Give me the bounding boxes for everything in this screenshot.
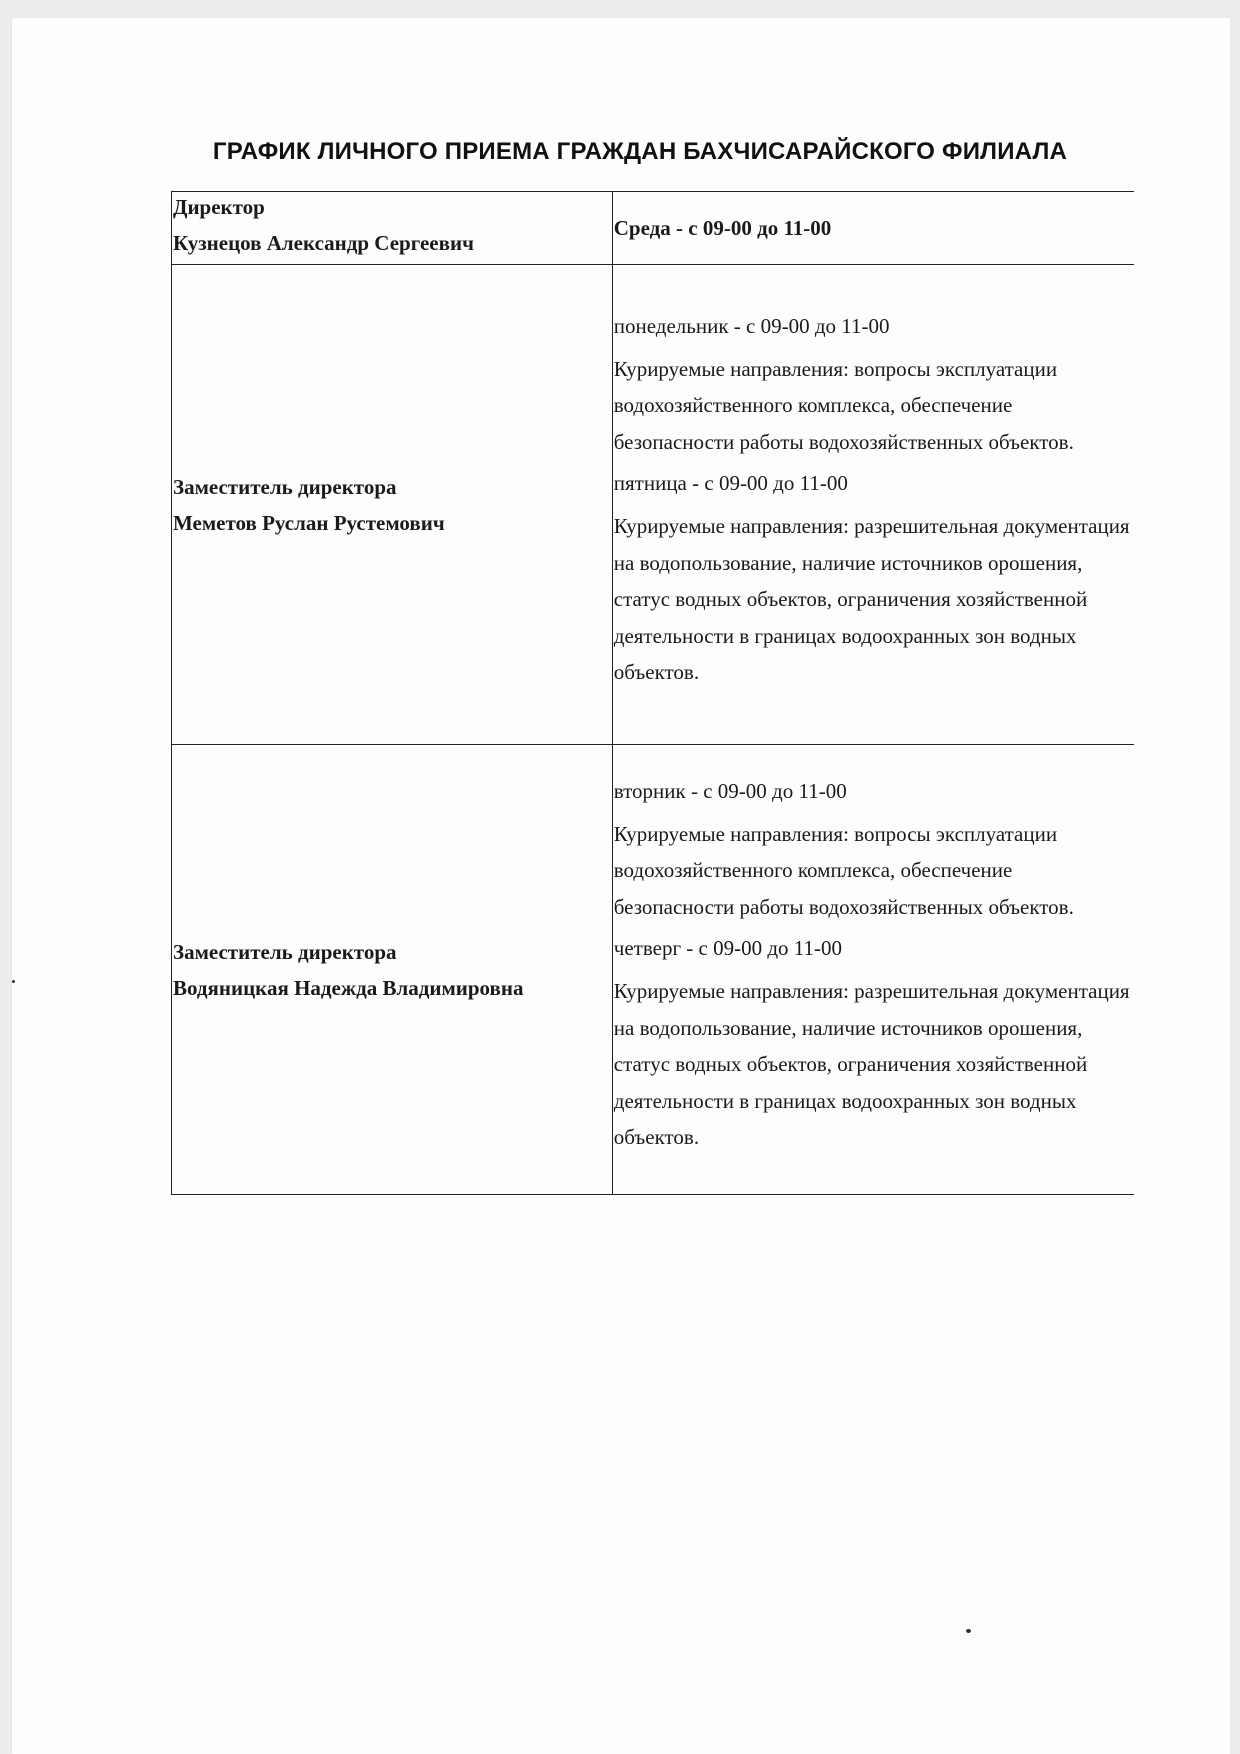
scan-speck-mark [12, 980, 15, 983]
official-cell [172, 192, 613, 265]
supervised-areas: Курируемые направления: разрешительная документация на водопользование, наличие источников орошения, статус водных объектов, ограничения хозяйственной деятельности в границах водоохранных зон водных объектов. [613, 514, 1130, 684]
schedule-cell [612, 265, 1134, 745]
table-row-director [172, 192, 1135, 265]
official-name: Меметов Руслан Рустемович [173, 510, 445, 535]
supervised-areas: Курируемые направления: разрешительная документация на водопользование, наличие источников орошения, статус водных объектов, ограничения хозяйственной деятельности в границах водоохранных зон водных объектов. [613, 979, 1130, 1149]
official-cell [172, 745, 613, 1195]
reception-day: четверг - с 09-00 до 11-00 [613, 936, 843, 960]
official-role: Директор [173, 195, 265, 219]
supervised-areas: Курируемые направления: вопросы эксплуатации водохозяйственного комплекса, обеспечение безопасности работы водохозяйственных объектов. [613, 821, 1074, 919]
reception-day: пятница - с 09-00 до 11-00 [613, 471, 848, 495]
reception-day: вторник - с 09-00 до 11-00 [613, 778, 847, 803]
table-row-deputy-2 [172, 745, 1135, 1195]
page-title: ГРАФИК ЛИЧНОГО ПРИЕМА ГРАЖДАН БАХЧИСАРАЙСКОГО ФИЛИАЛА [212, 138, 1068, 165]
official-cell [172, 265, 613, 745]
document-page [12, 18, 1230, 1754]
schedule-cell [612, 745, 1134, 1195]
official-role: Заместитель директора [173, 939, 397, 964]
scan-speck-mark [966, 1629, 971, 1633]
supervised-areas: Курируемые направления: вопросы эксплуатации водохозяйственного комплекса, обеспечение безопасности работы водохозяйственных объектов. [613, 356, 1074, 454]
official-name: Кузнецов Александр Сергеевич [173, 231, 474, 255]
reception-day: понедельник - с 09-00 до 11-00 [613, 313, 890, 338]
reception-schedule-table [171, 191, 1134, 1195]
table-row-deputy-1 [172, 265, 1135, 745]
official-name: Водяницкая Надежда Владимировна [173, 975, 524, 1000]
official-role: Заместитель директора [173, 474, 397, 499]
reception-time: Среда - с 09-00 до 11-00 [613, 215, 832, 240]
schedule-cell [612, 192, 1134, 265]
